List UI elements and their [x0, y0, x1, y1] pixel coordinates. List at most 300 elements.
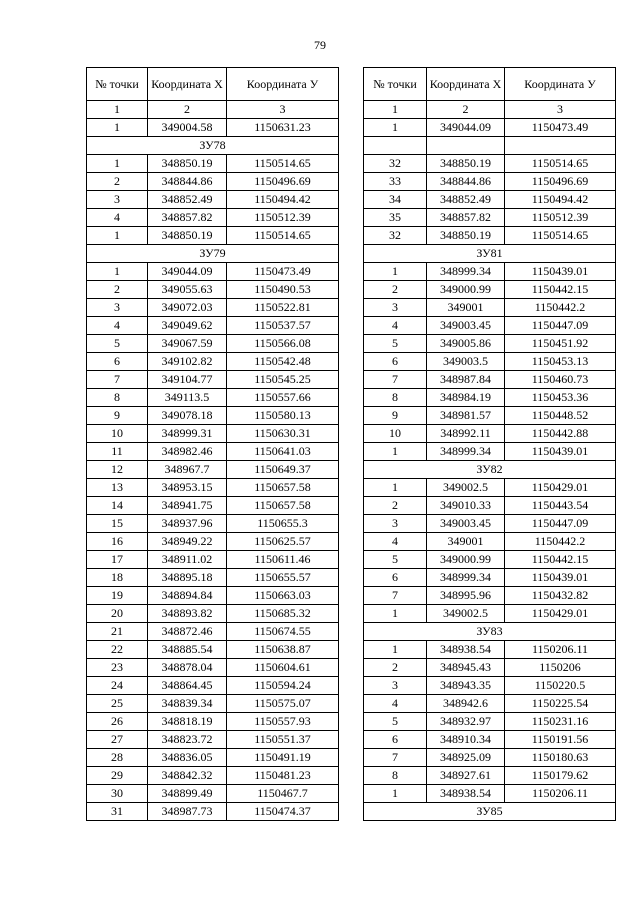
- coordinate-x-cell: 349003.5: [427, 353, 505, 371]
- coordinate-y-cell: 1150551.37: [227, 731, 339, 749]
- coordinate-x-cell: 349049.62: [148, 317, 227, 335]
- coordinate-x-cell: 348899.49: [148, 785, 227, 803]
- section-title: ЗУ78: [87, 137, 339, 155]
- table-row: [87, 155, 339, 173]
- table-row: [87, 659, 339, 677]
- point-number-cell: 13: [87, 479, 148, 497]
- point-number-cell: 5: [364, 713, 427, 731]
- coordinate-x-cell: 349004.58: [148, 119, 227, 137]
- column-index: 3: [227, 101, 339, 119]
- table-row: [364, 191, 616, 209]
- coordinate-y-cell: 1150537.57: [227, 317, 339, 335]
- coordinate-y-cell: 1150625.57: [227, 533, 339, 551]
- table-row: [364, 263, 616, 281]
- coordinate-x-cell: 348842.32: [148, 767, 227, 785]
- table-row: [87, 281, 339, 299]
- table-row: [364, 389, 616, 407]
- coordinate-y-cell: 1150557.66: [227, 389, 339, 407]
- coordinate-x-cell: 348818.19: [148, 713, 227, 731]
- point-number-cell: 1: [364, 119, 427, 137]
- table-row: [87, 389, 339, 407]
- coordinate-y-cell: 1150638.87: [227, 641, 339, 659]
- section-row: [364, 623, 616, 641]
- table-row: [87, 209, 339, 227]
- point-number-cell: 9: [364, 407, 427, 425]
- coordinate-x-cell: 348872.46: [148, 623, 227, 641]
- coordinate-y-cell: 1150206: [505, 659, 616, 677]
- point-number-cell: 7: [364, 749, 427, 767]
- page-number: 79: [314, 38, 326, 52]
- header-point-number: № точки: [87, 68, 148, 101]
- coordinate-x-cell: 348943.35: [427, 677, 505, 695]
- coordinate-y-cell: 1150448.52: [505, 407, 616, 425]
- section-title: ЗУ81: [364, 245, 616, 263]
- coordinate-y-cell: 1150604.61: [227, 659, 339, 677]
- coordinate-y-cell: 1150657.58: [227, 497, 339, 515]
- table-row: [87, 695, 339, 713]
- coordinates-table-left: [86, 67, 339, 821]
- table-row: [364, 605, 616, 623]
- section-row: [364, 461, 616, 479]
- section-title: ЗУ79: [87, 245, 339, 263]
- header-row: [364, 68, 616, 101]
- table-row: [364, 227, 616, 245]
- point-number-cell: 6: [364, 569, 427, 587]
- column-index: 1: [364, 101, 427, 119]
- coordinate-x-cell: 349002.5: [427, 605, 505, 623]
- table-row: [364, 731, 616, 749]
- point-number-cell: 5: [364, 335, 427, 353]
- table-row: [87, 263, 339, 281]
- coordinate-y-cell: 1150225.54: [505, 695, 616, 713]
- coordinate-y-cell: 1150206.11: [505, 785, 616, 803]
- table-row: [364, 353, 616, 371]
- point-number-cell: 8: [364, 767, 427, 785]
- point-number-cell: 32: [364, 155, 427, 173]
- point-number-cell: 3: [364, 677, 427, 695]
- coordinate-x-cell: 348999.34: [427, 443, 505, 461]
- coordinate-x-cell: 349000.99: [427, 551, 505, 569]
- coordinate-y-cell: 1150542.48: [227, 353, 339, 371]
- coordinate-x-cell: 349003.45: [427, 317, 505, 335]
- table-row: [364, 137, 616, 155]
- column-index: 2: [148, 101, 227, 119]
- coordinate-x-cell: 349055.63: [148, 281, 227, 299]
- table-row: [87, 317, 339, 335]
- point-number-cell: 20: [87, 605, 148, 623]
- point-number-cell: 7: [87, 371, 148, 389]
- coordinate-y-cell: 1150453.13: [505, 353, 616, 371]
- coordinate-x-cell: 349078.18: [148, 407, 227, 425]
- table-row: [364, 515, 616, 533]
- coordinate-y-cell: 1150566.08: [227, 335, 339, 353]
- table-row: [364, 317, 616, 335]
- table-row: [87, 443, 339, 461]
- coordinate-x-cell: 348839.34: [148, 695, 227, 713]
- coordinate-x-cell: 348967.7: [148, 461, 227, 479]
- point-number-cell: 35: [364, 209, 427, 227]
- point-number-cell: 19: [87, 587, 148, 605]
- point-number-cell: 12: [87, 461, 148, 479]
- coordinate-y-cell: 1150514.65: [505, 155, 616, 173]
- table-row: [364, 479, 616, 497]
- table-row: [87, 587, 339, 605]
- point-number-cell: 27: [87, 731, 148, 749]
- point-number-cell: 10: [364, 425, 427, 443]
- coordinate-y-cell: 1150630.31: [227, 425, 339, 443]
- section-title: ЗУ82: [364, 461, 616, 479]
- coordinate-y-cell: 1150206.11: [505, 641, 616, 659]
- point-number-cell: 1: [87, 119, 148, 137]
- section-row: [364, 803, 616, 821]
- section-title: ЗУ83: [364, 623, 616, 641]
- coordinate-x-cell: 349010.33: [427, 497, 505, 515]
- coordinate-x-cell: 349044.09: [427, 119, 505, 137]
- coordinate-y-cell: 1150442.15: [505, 281, 616, 299]
- coordinate-y-cell: 1150191.56: [505, 731, 616, 749]
- table-row: [364, 425, 616, 443]
- point-number-cell: 34: [364, 191, 427, 209]
- table-row: [87, 119, 339, 137]
- coordinate-y-cell: 1150429.01: [505, 479, 616, 497]
- coordinate-y-cell: 1150496.69: [505, 173, 616, 191]
- column-index: 3: [505, 101, 616, 119]
- table-row: [87, 785, 339, 803]
- table-row: [87, 515, 339, 533]
- section-row: [87, 137, 339, 155]
- coordinate-x-cell: 348987.84: [427, 371, 505, 389]
- table-row: [87, 605, 339, 623]
- point-number-cell: 1: [364, 785, 427, 803]
- header-row: [87, 68, 339, 101]
- point-number-cell: 8: [364, 389, 427, 407]
- coordinate-x-cell: 348850.19: [148, 155, 227, 173]
- coordinate-x-cell: 349001: [427, 299, 505, 317]
- coordinate-y-cell: 1150443.54: [505, 497, 616, 515]
- table-row: [364, 209, 616, 227]
- coordinate-y-cell: 1150494.42: [505, 191, 616, 209]
- coordinate-y-cell: 1150545.25: [227, 371, 339, 389]
- table-row: [364, 569, 616, 587]
- point-number-cell: 5: [87, 335, 148, 353]
- point-number-cell: 10: [87, 425, 148, 443]
- table-row: [87, 479, 339, 497]
- point-number-cell: 4: [364, 533, 427, 551]
- table-row: [364, 443, 616, 461]
- coordinate-y-cell: 1150439.01: [505, 263, 616, 281]
- table-row: [364, 407, 616, 425]
- table-row: [364, 659, 616, 677]
- coordinate-x-cell: 348995.96: [427, 587, 505, 605]
- table-row: [87, 299, 339, 317]
- coordinate-x-cell: 348925.09: [427, 749, 505, 767]
- coordinates-table-right: [363, 67, 616, 821]
- point-number-cell: 4: [87, 209, 148, 227]
- coordinate-y-cell: 1150657.58: [227, 479, 339, 497]
- point-number-cell: 4: [364, 317, 427, 335]
- coordinate-x-cell: 348999.34: [427, 569, 505, 587]
- coordinate-x-cell: 348850.19: [427, 227, 505, 245]
- coordinate-y-cell: 1150494.42: [227, 191, 339, 209]
- coordinate-y-cell: 1150631.23: [227, 119, 339, 137]
- coordinate-y-cell: 1150496.69: [227, 173, 339, 191]
- coordinate-y-cell: 1150512.39: [505, 209, 616, 227]
- coordinate-y-cell: 1150180.63: [505, 749, 616, 767]
- table-row: [87, 353, 339, 371]
- coordinate-y-cell: 1150557.93: [227, 713, 339, 731]
- header-coordinate-x: Координата Х: [148, 68, 227, 101]
- table-row: [364, 587, 616, 605]
- coordinate-y-cell: 1150231.16: [505, 713, 616, 731]
- coordinate-y-cell: 1150514.65: [227, 155, 339, 173]
- table-row: [364, 281, 616, 299]
- coordinate-y-cell: 1150442.88: [505, 425, 616, 443]
- coordinate-x-cell: 348945.43: [427, 659, 505, 677]
- coordinate-x-cell: 348938.54: [427, 785, 505, 803]
- point-number-cell: 4: [87, 317, 148, 335]
- coordinate-y-cell: 1150655.57: [227, 569, 339, 587]
- coordinate-y-cell: 1150663.03: [227, 587, 339, 605]
- point-number-cell: 7: [364, 371, 427, 389]
- coordinate-y-cell: 1150451.92: [505, 335, 616, 353]
- table-row: [364, 119, 616, 137]
- coordinate-y-cell: 1150442.15: [505, 551, 616, 569]
- coordinate-y-cell: 1150447.09: [505, 515, 616, 533]
- point-number-cell: 11: [87, 443, 148, 461]
- coordinate-x-cell: 348927.61: [427, 767, 505, 785]
- point-number-cell: 15: [87, 515, 148, 533]
- point-number-cell: 28: [87, 749, 148, 767]
- table-row: [87, 803, 339, 821]
- point-number-cell: 3: [87, 299, 148, 317]
- point-number-cell: 6: [364, 353, 427, 371]
- coordinate-y-cell: 1150439.01: [505, 569, 616, 587]
- coordinate-x-cell: 349000.99: [427, 281, 505, 299]
- point-number-cell: 32: [364, 227, 427, 245]
- table-row: [87, 713, 339, 731]
- table-row: [364, 695, 616, 713]
- coordinate-y-cell: 1150674.55: [227, 623, 339, 641]
- coordinate-x-cell: 348852.49: [427, 191, 505, 209]
- coordinate-x-cell: 349072.03: [148, 299, 227, 317]
- coordinate-x-cell: 349002.5: [427, 479, 505, 497]
- table-row: [87, 767, 339, 785]
- coordinate-x-cell: 348895.18: [148, 569, 227, 587]
- coordinate-x-cell: 348992.11: [427, 425, 505, 443]
- point-number-cell: 1: [364, 479, 427, 497]
- header-coordinate-x: Координата Х: [427, 68, 505, 101]
- point-number-cell: 1: [87, 227, 148, 245]
- coordinate-y-cell: 1150512.39: [227, 209, 339, 227]
- coordinate-y-cell: 1150611.46: [227, 551, 339, 569]
- coordinate-x-cell: 348836.05: [148, 749, 227, 767]
- table-row: [364, 749, 616, 767]
- point-number-cell: 26: [87, 713, 148, 731]
- coordinate-x-cell: 349102.82: [148, 353, 227, 371]
- point-number-cell: 31: [87, 803, 148, 821]
- point-number-cell: 3: [87, 191, 148, 209]
- point-number-cell: 3: [364, 299, 427, 317]
- coordinate-y-cell: 1150575.07: [227, 695, 339, 713]
- table-row: [364, 335, 616, 353]
- coordinate-x-cell: 348984.19: [427, 389, 505, 407]
- table-row: [364, 155, 616, 173]
- coordinate-y-cell: 1150481.23: [227, 767, 339, 785]
- point-number-cell: 25: [87, 695, 148, 713]
- table-row: [87, 623, 339, 641]
- table-row: [364, 551, 616, 569]
- table-row: [87, 569, 339, 587]
- point-number-cell: 17: [87, 551, 148, 569]
- coordinate-y-cell: 1150473.49: [227, 263, 339, 281]
- coordinate-y-cell: 1150467.7: [227, 785, 339, 803]
- coordinate-x-cell: 348844.86: [427, 173, 505, 191]
- table-row: [364, 785, 616, 803]
- coordinate-y-cell: 1150641.03: [227, 443, 339, 461]
- point-number-cell: 33: [364, 173, 427, 191]
- coordinate-x-cell: 348999.31: [148, 425, 227, 443]
- coordinate-x-cell: 348911.02: [148, 551, 227, 569]
- coordinate-x-cell: 348850.19: [148, 227, 227, 245]
- table-row: [364, 299, 616, 317]
- point-number-cell: 5: [364, 551, 427, 569]
- point-number-cell: 2: [364, 659, 427, 677]
- table-row: [87, 371, 339, 389]
- coordinate-y-cell: 1150447.09: [505, 317, 616, 335]
- coordinate-y-cell: 1150432.82: [505, 587, 616, 605]
- table-row: [87, 533, 339, 551]
- point-number-cell: 1: [87, 155, 148, 173]
- point-number-cell: 6: [364, 731, 427, 749]
- section-title: ЗУ85: [364, 803, 616, 821]
- coordinate-y-cell: 1150514.65: [505, 227, 616, 245]
- coordinate-y-cell: 1150514.65: [227, 227, 339, 245]
- coordinate-x-cell: 348953.15: [148, 479, 227, 497]
- point-number-cell: 2: [364, 281, 427, 299]
- coordinate-y-cell: 1150460.73: [505, 371, 616, 389]
- table-row: [87, 551, 339, 569]
- point-number-cell: 9: [87, 407, 148, 425]
- coordinate-x-cell: 348932.97: [427, 713, 505, 731]
- coordinate-x-cell: 348999.34: [427, 263, 505, 281]
- point-number-cell: 7: [364, 587, 427, 605]
- coordinate-y-cell: 1150522.81: [227, 299, 339, 317]
- table-row: [87, 407, 339, 425]
- coordinate-x-cell: 348850.19: [427, 155, 505, 173]
- coordinate-y-cell: 1150491.19: [227, 749, 339, 767]
- coordinate-x-cell: 348844.86: [148, 173, 227, 191]
- point-number-cell: 18: [87, 569, 148, 587]
- coordinate-y-cell: 1150429.01: [505, 605, 616, 623]
- column-index-row: [87, 101, 339, 119]
- header-coordinate-y: Координата У: [227, 68, 339, 101]
- coordinate-x-cell: 348857.82: [427, 209, 505, 227]
- coordinate-y-cell: 1150453.36: [505, 389, 616, 407]
- table-row: [364, 677, 616, 695]
- coordinate-x-cell: 349005.86: [427, 335, 505, 353]
- coordinate-x-cell: 348864.45: [148, 677, 227, 695]
- point-number-cell: 1: [364, 605, 427, 623]
- coordinate-y-cell: 1150179.62: [505, 767, 616, 785]
- coordinate-y-cell: 1150490.53: [227, 281, 339, 299]
- coordinate-x-cell: 348981.57: [427, 407, 505, 425]
- point-number-cell: 21: [87, 623, 148, 641]
- coordinate-x-cell: 349044.09: [148, 263, 227, 281]
- coordinate-y-cell: 1150442.2: [505, 299, 616, 317]
- coordinate-x-cell: 348857.82: [148, 209, 227, 227]
- point-number-cell: 23: [87, 659, 148, 677]
- table-row: [364, 533, 616, 551]
- coordinate-x-cell: 349003.45: [427, 515, 505, 533]
- coordinate-y-cell: 1150220.5: [505, 677, 616, 695]
- coordinate-y-cell: 1150580.13: [227, 407, 339, 425]
- table-row: [364, 713, 616, 731]
- table-row: [87, 173, 339, 191]
- point-number-cell: 1: [364, 641, 427, 659]
- coordinate-x-cell: 349104.77: [148, 371, 227, 389]
- table-row: [87, 335, 339, 353]
- table-row: [364, 371, 616, 389]
- table-row: [87, 461, 339, 479]
- point-number-cell: 8: [87, 389, 148, 407]
- table-row: [364, 173, 616, 191]
- table-row: [87, 227, 339, 245]
- coordinate-x-cell: 348823.72: [148, 731, 227, 749]
- coordinate-x-cell: 348941.75: [148, 497, 227, 515]
- table-row: [87, 641, 339, 659]
- table-row: [87, 749, 339, 767]
- table-row: [87, 191, 339, 209]
- coordinate-x-cell: 349113.5: [148, 389, 227, 407]
- point-number-cell: 4: [364, 695, 427, 713]
- coordinate-x-cell: [427, 137, 505, 155]
- header-point-number: № точки: [364, 68, 427, 101]
- coordinate-x-cell: 348987.73: [148, 803, 227, 821]
- point-number-cell: 29: [87, 767, 148, 785]
- coordinate-x-cell: 348942.6: [427, 695, 505, 713]
- table-row: [87, 731, 339, 749]
- section-row: [364, 245, 616, 263]
- coordinate-y-cell: [505, 137, 616, 155]
- point-number-cell: 6: [87, 353, 148, 371]
- point-number-cell: 1: [364, 443, 427, 461]
- column-index: 2: [427, 101, 505, 119]
- point-number-cell: 1: [87, 263, 148, 281]
- point-number-cell: 2: [87, 173, 148, 191]
- coordinate-x-cell: 349001: [427, 533, 505, 551]
- coordinate-x-cell: 348878.04: [148, 659, 227, 677]
- table-row: [364, 497, 616, 515]
- point-number-cell: 24: [87, 677, 148, 695]
- point-number-cell: 1: [364, 263, 427, 281]
- coordinate-x-cell: 348893.82: [148, 605, 227, 623]
- coordinate-y-cell: 1150655.3: [227, 515, 339, 533]
- point-number-cell: 16: [87, 533, 148, 551]
- coordinate-x-cell: 348982.46: [148, 443, 227, 461]
- table-row: [87, 677, 339, 695]
- coordinate-y-cell: 1150474.37: [227, 803, 339, 821]
- table-row: [87, 425, 339, 443]
- point-number-cell: [364, 137, 427, 155]
- coordinate-x-cell: 348949.22: [148, 533, 227, 551]
- point-number-cell: 14: [87, 497, 148, 515]
- column-index-row: [364, 101, 616, 119]
- coordinate-x-cell: 348852.49: [148, 191, 227, 209]
- coordinate-y-cell: 1150439.01: [505, 443, 616, 461]
- table-row: [364, 767, 616, 785]
- point-number-cell: 3: [364, 515, 427, 533]
- coordinate-y-cell: 1150685.32: [227, 605, 339, 623]
